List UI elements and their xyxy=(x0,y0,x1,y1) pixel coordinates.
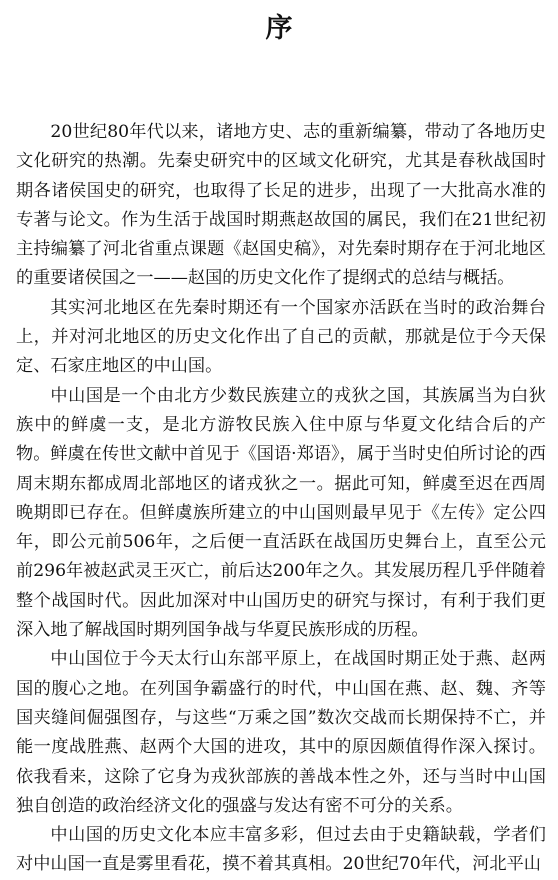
paragraph-5: 中山国的历史文化本应丰富多彩，但过去由于史籍缺载，学者们对中山国一直是雾里看花，摸不着其真相。20世纪70年代，河北平山 xyxy=(16,825,546,875)
body-text xyxy=(16,118,546,880)
paragraph-3: 中山国是一个由北方少数民族建立的戎狄之国，其族属当为白狄族中的鲜虞一支，是北方游牧民族入住中原与华夏文化结合后的产物。鲜虞在传世文献中首见于《国语·郑语》，属于当时史伯所讨论的西周末期东都成周北部地区的诸戎狄之一。据此可知，鲜虞至迟在西周晚期即已存在。但鲜虞族所建立的中山国则最早见于《左传》定公四年，即公元前506年，之后便一直活跃在战国历史舞台上，直至公元前296年被赵武灵王灭亡，前后达200年之久。其发展历程几乎伴随着整个战国时代。因此加深对中山国历史的研究与探讨，有利于我们更深入地了解战国时期列国争战与华夏民族形成的历程。 xyxy=(16,385,546,641)
page-title: 序 xyxy=(265,13,293,44)
paragraph-1: 20世纪80年代以来，诸地方史、志的重新编纂，带动了各地历史文化研究的热潮。先秦史研究中的区域文化研究，尤其是春秋战国时期各诸侯国史的研究，也取得了长足的进步，出现了一大批高水准的专著与论文。作为生活于战国时期燕赵故国的属民，我们在21世纪初主持编纂了河北省重点课题《赵国史稿》，对先秦时期存在于河北地区的重要诸侯国之一——赵国的历史文化作了提纲式的总结与概括。 xyxy=(16,122,546,289)
paragraph-4: 中山国位于今天太行山东部平原上，在战国时期正处于燕、赵两国的腹心之地。在列国争霸盛行的时代，中山国在燕、赵、魏、齐等国夹缝间倔强图存，与这些“万乘之国”数次交战而长期保持不亡，并能一度战胜燕、赵两个大国的进攻，其中的原因颇值得作深入探讨。依我看来，这除了它身为戎狄部族的善战本性之外，还与当时中山国独自创造的政治经济文化的强盛与发达有密不可分的关系。 xyxy=(16,649,546,816)
paragraph-2: 其实河北地区在先秦时期还有一个国家亦活跃在当时的政治舞台上，并对河北地区的历史文化作出了自己的贡献，那就是位于今天保定、石家庄地区的中山国。 xyxy=(16,297,546,377)
